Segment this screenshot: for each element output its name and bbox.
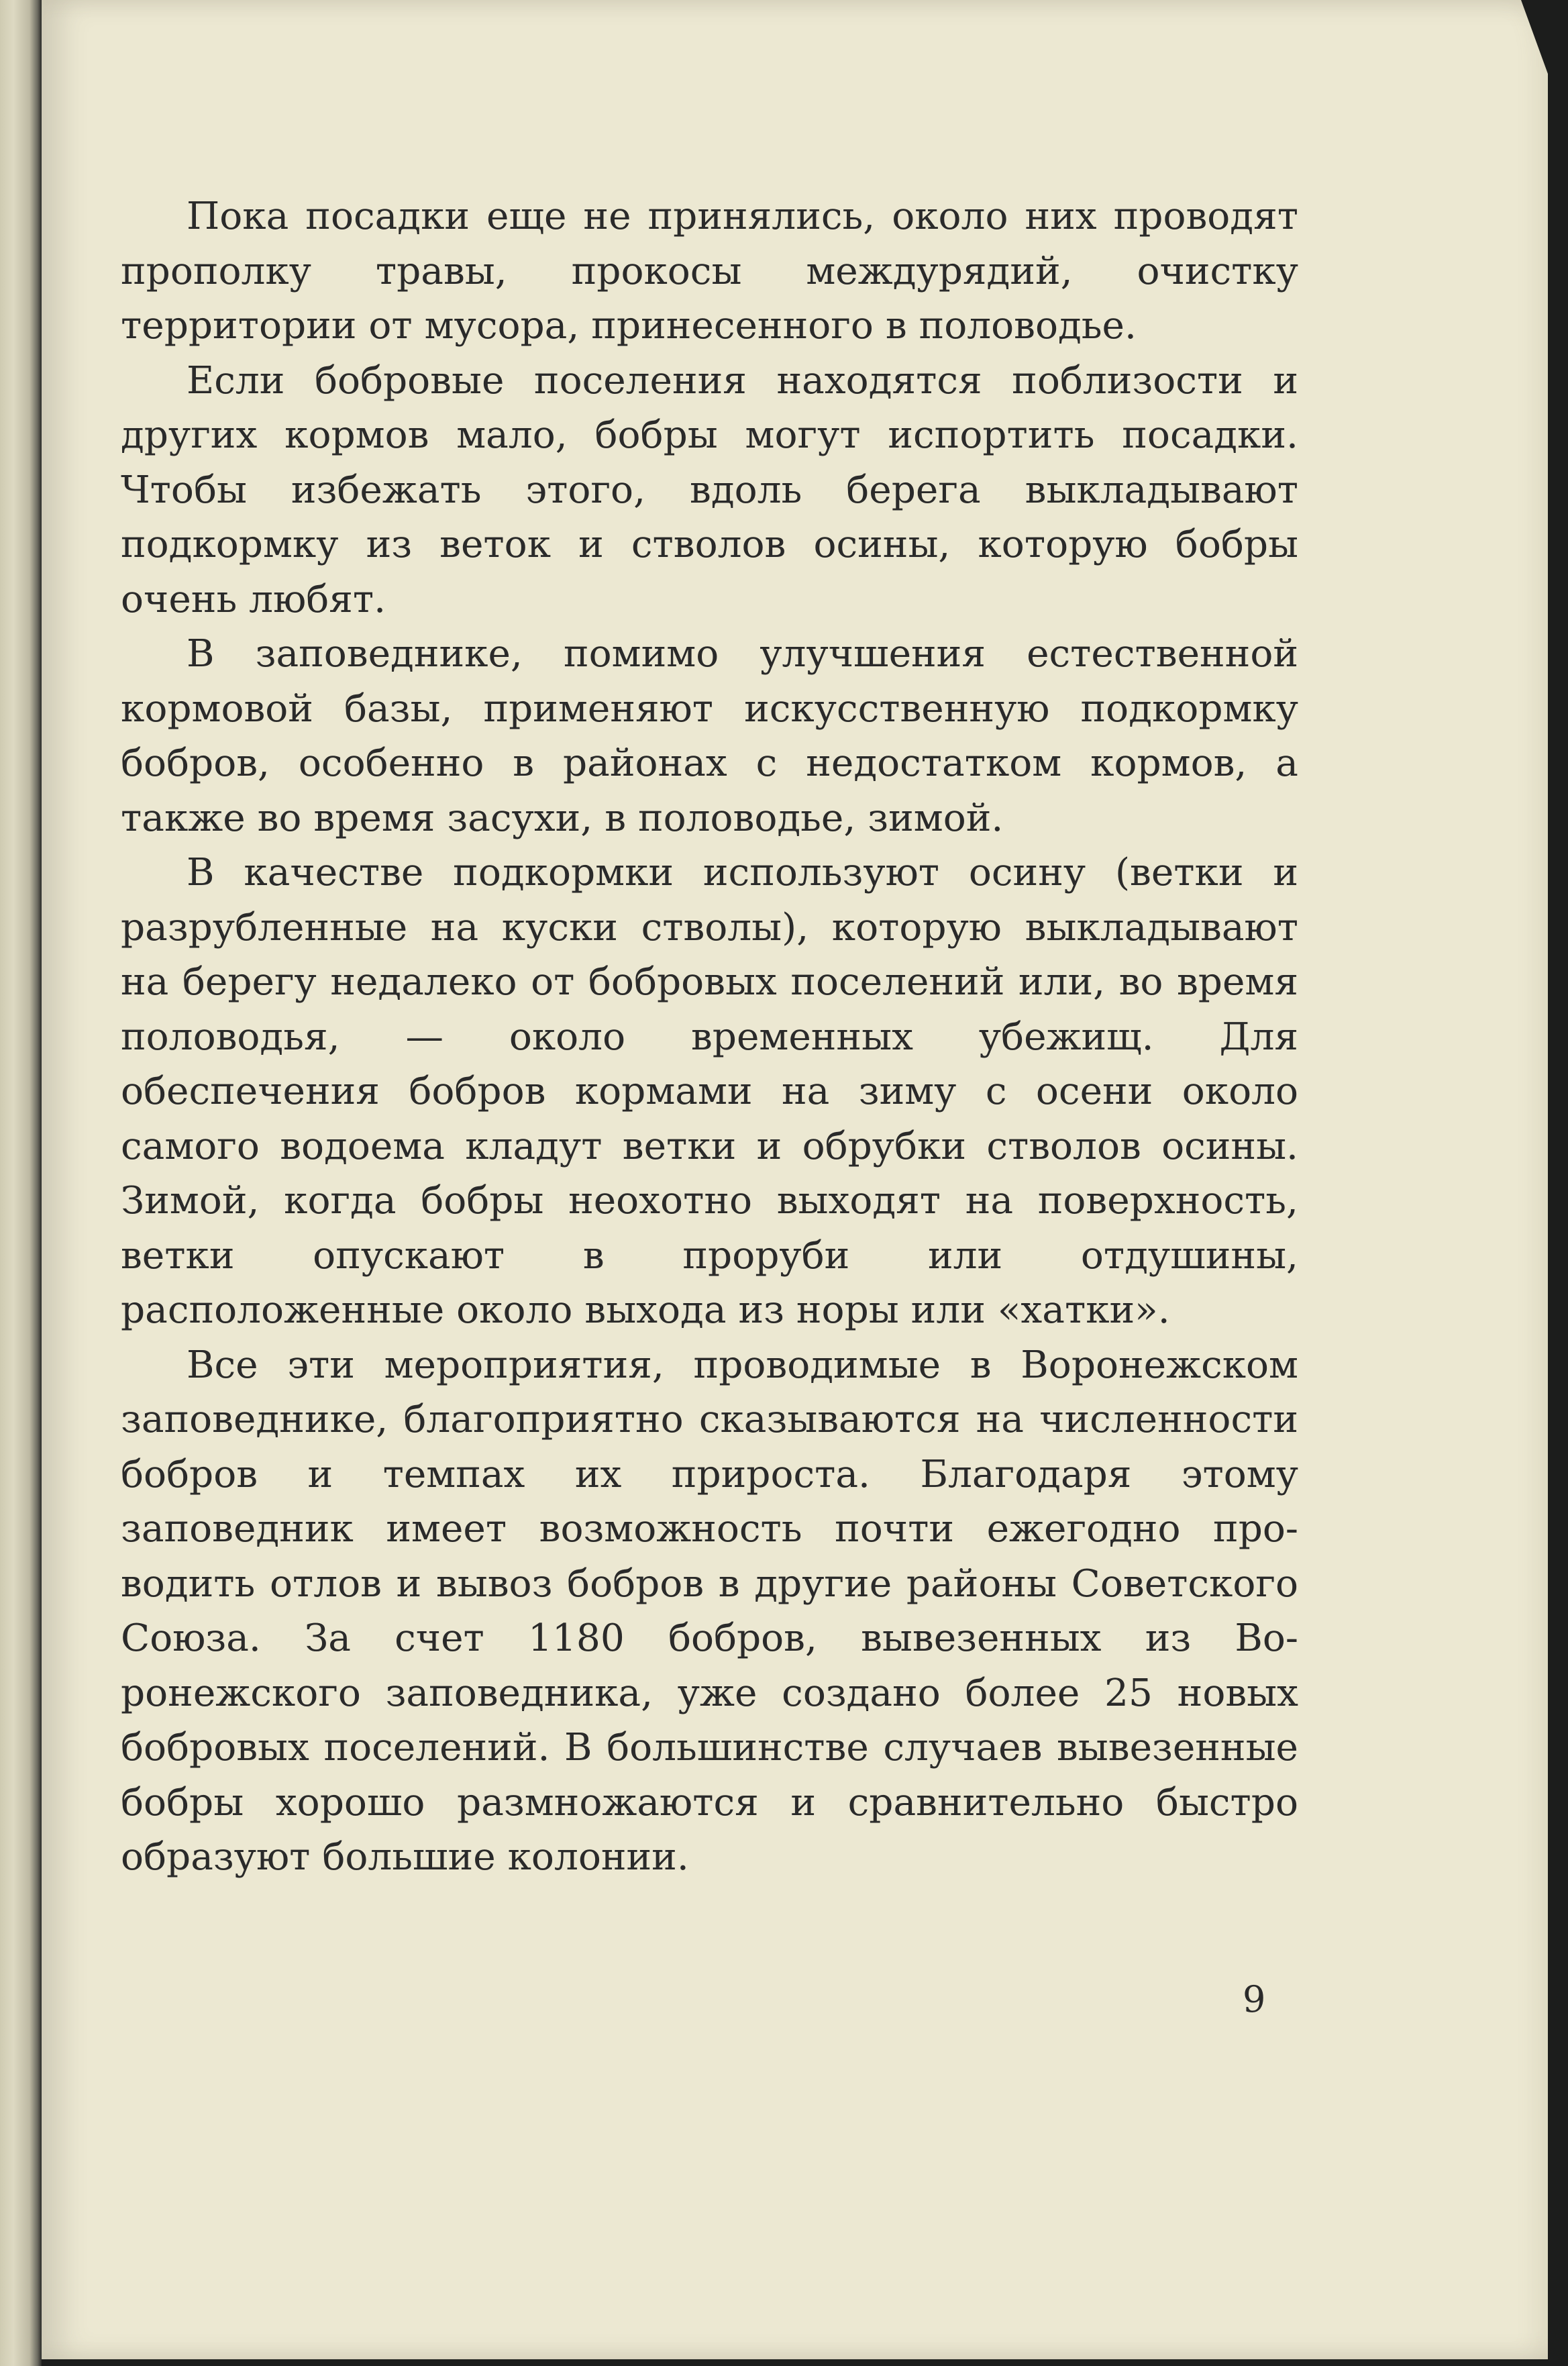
page-corner bbox=[1521, 0, 1548, 74]
paragraph-2: Если бобровые поселения находятся поблизости и других кормов мало, бобры могут испортить посадки. Чтобы избежать этого, вдоль берега выкладывают подкормку из веток и стволов осины, которую бобры очень любят. bbox=[121, 358, 1298, 621]
left-page-edge bbox=[0, 0, 42, 2366]
paragraph-4: В качестве подкормки используют осину (ветки и разрубленные на куски стволы), которую выкладывают на берегу недалеко от бобровых поселений или, во время половодья, — около временных убежищ. Для обеспечения бобров кормами на зиму с осени около самого водоема кладут ветки и обрубки стволов осины. Зимой, когда бобры неохотно выходят на поверхность, ветки опускают в проруби или отдушины, расположенные около выхода из норы или «хатки». bbox=[121, 851, 1298, 1332]
paragraph-3: В заповеднике, помимо улучшения естественной кормовой базы, применяют искусственную подкормку бобров, особенно в районах с недостатком кормов, а также во время засухи, в половодье, зимой. bbox=[121, 632, 1298, 840]
body-text bbox=[121, 189, 1298, 1885]
paragraph-1: Пока посадки еще не принялись, около них проводят прополку травы, прокосы междурядий, очистку территории от мусора, принесенного в половодье. bbox=[121, 195, 1298, 348]
page-number: 9 bbox=[1243, 1978, 1266, 2020]
paragraph-5: Все эти мероприятия, проводимые в Воронежском заповеднике, благоприятно сказываются на численности бобров и темпах их прироста. Благодаря этому заповедник имеет возможность почти ежегодно проводить отлов и вывоз бобров в другие районы Советского Союза. За счет 1180 бобров, вывезенных из Воронежского заповедника, уже создано более 25 новых бобровых поселений. В большинстве случаев вывезенные бобры хорошо размножаются и сравнительно быстро образуют большие колонии. bbox=[121, 1343, 1298, 1879]
